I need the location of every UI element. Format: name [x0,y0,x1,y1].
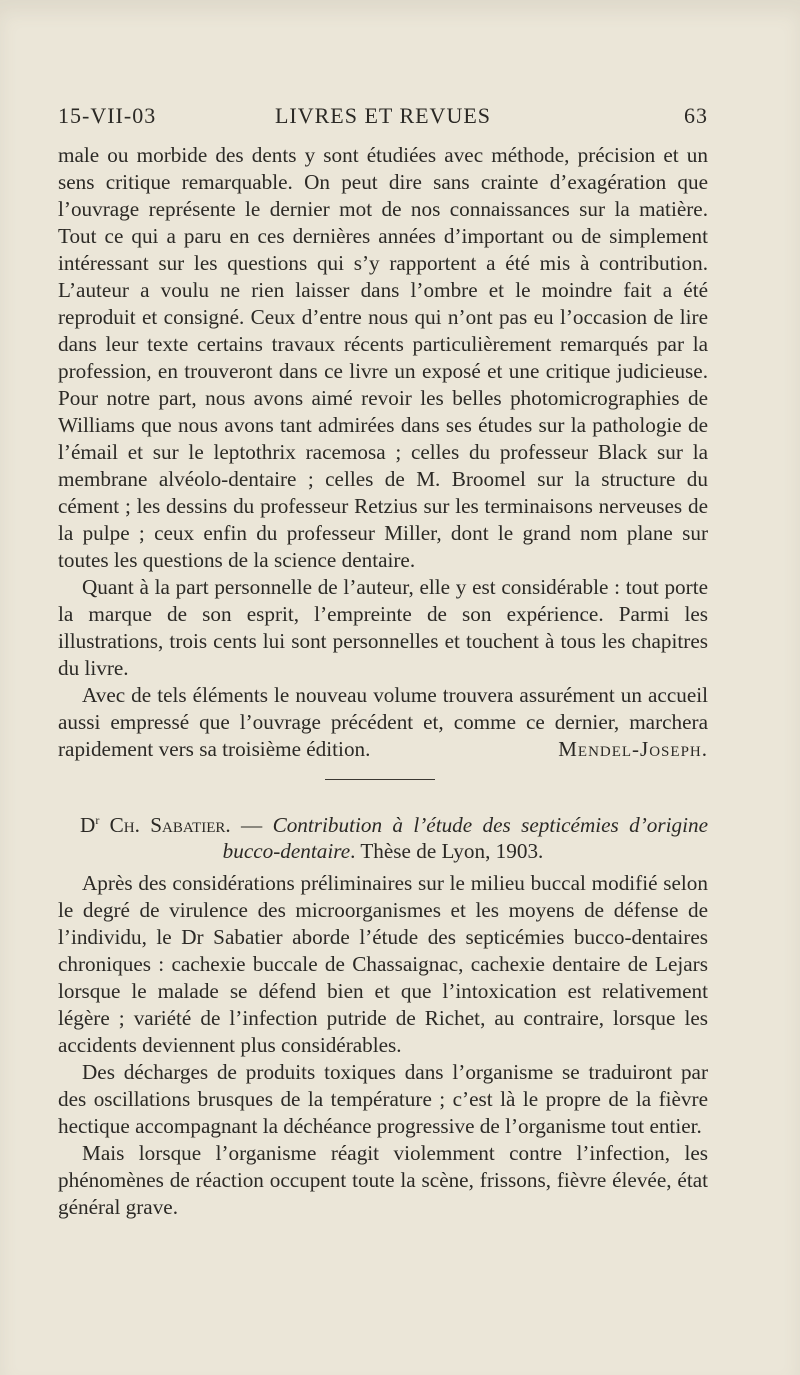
work-imprint: . Thèse de Lyon, 1903. [350,839,544,863]
author-name: Ch. Sabatier. — [99,813,273,837]
section-divider [325,779,435,780]
article-1-body [58,142,708,763]
article-2-heading-line-1 [58,812,708,838]
author-title: D [80,813,96,837]
running-header [58,103,708,133]
article-2-paragraph-2: Des décharges de produits toxiques dans l’organisme se traduiront par des oscillations brusques de la température ; c’est là le propre de la fièvre hectique accompagnant la déchéance progressive de l’organisme tout entier. [58,1060,708,1138]
article-2-paragraph-1: Après des considérations préliminaires sur le milieu buccal modifié selon le degré de virulence des microorganismes et les moyens de défense de l’individu, le Dr Sabatier aborde l’étude des septicémies bucco-dentaires chroniques : cachexie buccale de Chassaignac, cachexie dentaire de Lejars lorsque le malade se défend bien et que l’intoxication est relativement légère ; variété de l’infection putride de Richet, au contraire, lorsque les accidents deviennent plus considérables. [58,871,708,1057]
header-date: 15-VII-03 [58,103,157,128]
article-2-paragraph-3: Mais lorsque l’organisme réagit violemment contre l’infection, les phénomènes de réaction occupent toute la scène, frissons, fièvre élevée, état général grave. [58,1141,708,1219]
page-number: 63 [684,103,708,128]
article-2-body [58,870,708,1221]
article-1-signature: Mendel-Joseph. [558,737,708,761]
author-title-superscript: r [95,812,100,827]
header-section-title: LIVRES ET REVUES [274,103,492,128]
article-2-heading-line-2 [58,838,708,864]
work-title-part-2: bucco-dentaire [222,839,351,863]
article-1-paragraph-3: Avec de tels éléments le nouveau volume trouvera assurément un accueil aussi empressé que l’ouvrage précédent et, comme ce dernier, marchera rapidement vers sa troisième édition. [58,683,708,761]
article-1-paragraph-2: Quant à la part personnelle de l’auteur, elle y est considérable : tout porte la marque de son esprit, l’empreinte de son expérience. Parmi les illustrations, trois cents lui sont personnelles et touchent à tous les chapitres du livre. [58,575,708,680]
article-1-paragraph-1: male ou morbide des dents y sont étudiées avec méthode, précision et un sens critique remarquable. On peut dire sans crainte d’exagération que l’ouvrage représente le dernier mot de nos connaissances sur la matière. Tout ce qui a paru en ces dernières années d’important ou de simplement intéressant sur les questions qui s’y rapportent a été mis à contribution. L’auteur a voulu ne rien laisser dans l’ombre et le moindre fait a été reproduit et consigné. Ceux d’entre nous qui n’ont pas eu l’occasion de lire dans leur texte certains travaux récents particulièrement remarqués par la profession, en trouveront dans ce livre un exposé et une critique judicieuse. Pour notre part, nous avons aimé revoir les belles photomicrographies de Williams que nous avons tant admirées dans ses études sur la pathologie de l’émail et sur le leptothrix racemosa ; celles du professeur Black sur la membrane alvéolo-dentaire ; celles de M. Broomel sur la structure du cément ; les dessins du professeur Retzius sur les terminaisons nerveuses de la pulpe ; ceux enfin du professeur Miller, dont le grand nom plane sur toutes les questions de la science dentaire. [58,143,708,572]
work-title-part-1: Contribution à l’étude des septicémies d’origine [272,813,708,837]
article-2-heading [58,812,708,864]
